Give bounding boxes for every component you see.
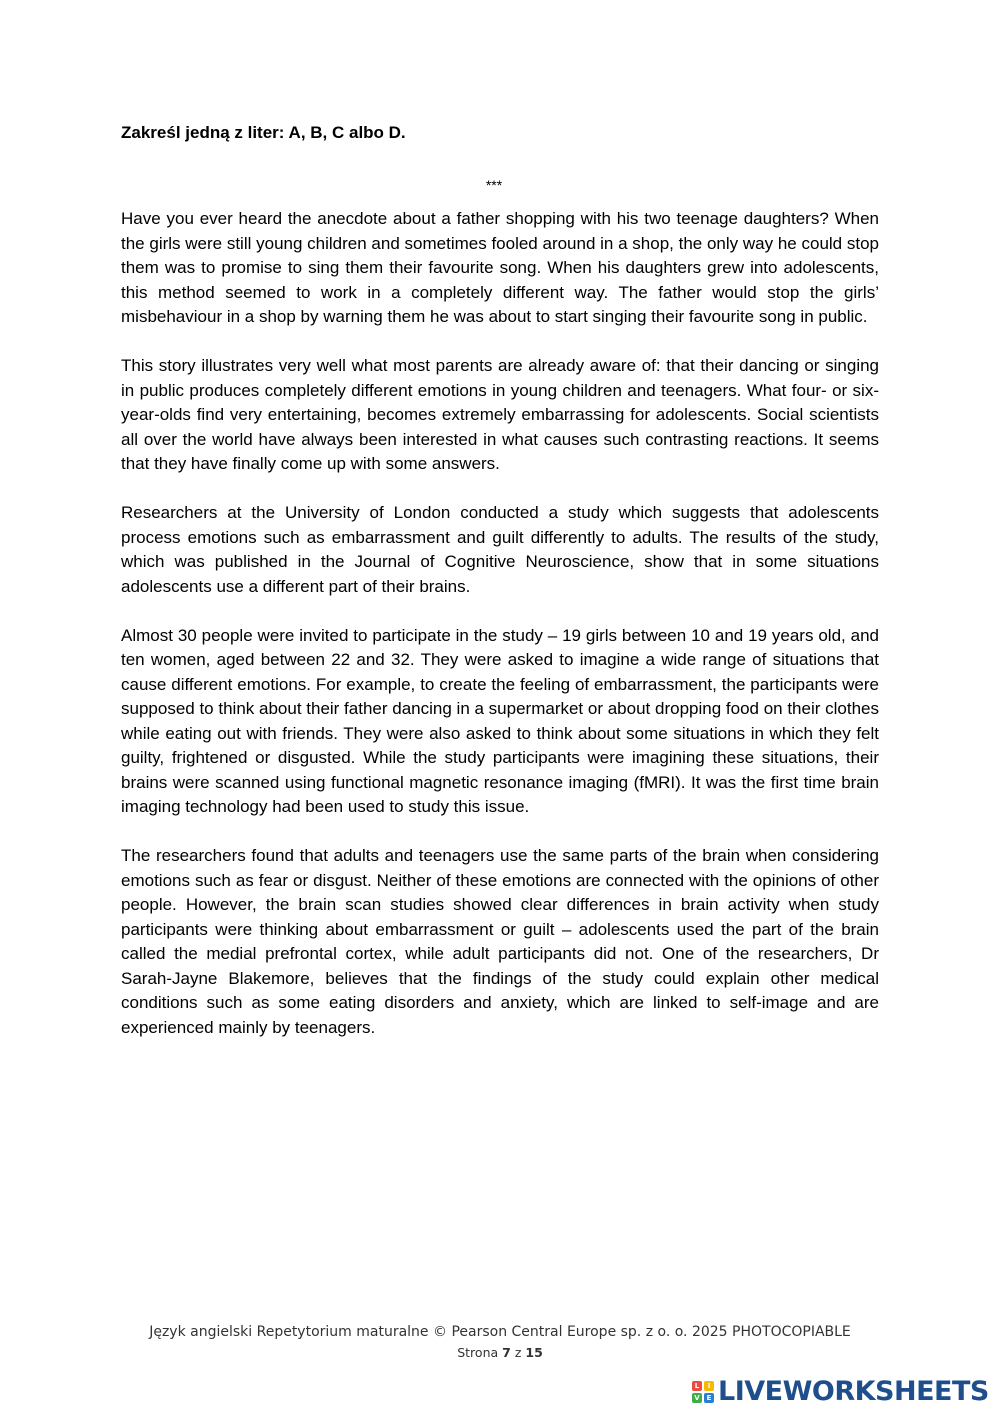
section-separator: *** [485,177,503,193]
logo-tile-i: I [704,1381,714,1391]
liveworksheets-logo[interactable] [692,1376,989,1408]
liveworksheets-icon [692,1381,714,1403]
paragraph-4: Almost 30 people were invited to participate in the study – 19 girls between 10 and 19 years old, and ten women, aged between 22 and 32. They were asked to imagine a wide range of situations that cause different emotions. For example, to create the feeling of embarrassment, the participants were supposed to think about their father dancing in a supermarket or about dropping food on their clothes while eating out with friends. They were also asked to think about some situations in which they felt guilty, frightened or disgusted. While the study participants were imagining these situations, their brains were scanned using functional magnetic resonance imaging (fMRI). It was the first time brain imaging technology had been used to study this issue. [121,625,879,816]
page-current: 7 [502,1345,511,1360]
paragraph-2: This story illustrates very well what most parents are already aware of: that their dancing or singing in public produces completely different emotions in young children and teenagers. What four- or six-year-olds find very entertaining, becomes extremely embarrassing for adolescents. Social scientists all over the world have always been interested in what causes such contrasting reactions. It seems that they have finally come up with some answers. [121,356,879,473]
page-number [0,1343,1000,1363]
paragraph-5: The researchers found that adults and teenagers use the same parts of the brain when considering emotions such as fear or disgust. Neither of these emotions are connected with the opinions of other people. However, the brain scan studies showed clear differences in brain activity when study participants were thinking about embarrassment or guilt – adolescents used the part of the brain called the medial prefrontal cortex, while adult participants did not. One of the researchers, Dr Sarah-Jayne Blakemore, believes that the findings of the study could explain other medical conditions such as some eating disorders and anxiety, which are linked to self-image and are experienced mainly by teenagers. [121,846,879,1037]
page-prefix: Strona [457,1345,499,1360]
logo-tile-v: V [692,1393,702,1403]
page-footer [0,1322,1000,1363]
logo-tile-e: E [704,1393,714,1403]
task-instruction: Zakreśl jedną z liter: A, B, C albo D. [121,123,406,142]
brand-name: LIVEWORKSHEETS [718,1376,989,1407]
paragraph-3: Researchers at the University of London conducted a study which suggests that adolescents process emotions such as embarrassment and guilt differently to adults. The results of the study, which was published in the Journal of Cognitive Neuroscience, show that in some situations adolescents use a different part of their brains. [121,503,879,596]
paragraph-1: Have you ever heard the anecdote about a father shopping with his two teenage daughters? When the girls were still young children and sometimes fooled around in a shop, the only way he could stop them was to promise to sing them their favourite song. When his daughters grew into adolescents, this method seemed to work in a completely different way. The father would stop the girls’ misbehaviour in a shop by warning them he was about to start singing their favourite song in public. [121,209,879,326]
page-separator: z [514,1345,522,1360]
logo-tile-l: L [692,1381,702,1391]
reading-text [121,207,879,1065]
footer-copyright: Język angielski Repetytorium maturalne © Pearson Central Europe sp. z o. o. 2025 PHOTOCOPIABLE [149,1324,851,1340]
page-total: 15 [525,1345,543,1360]
